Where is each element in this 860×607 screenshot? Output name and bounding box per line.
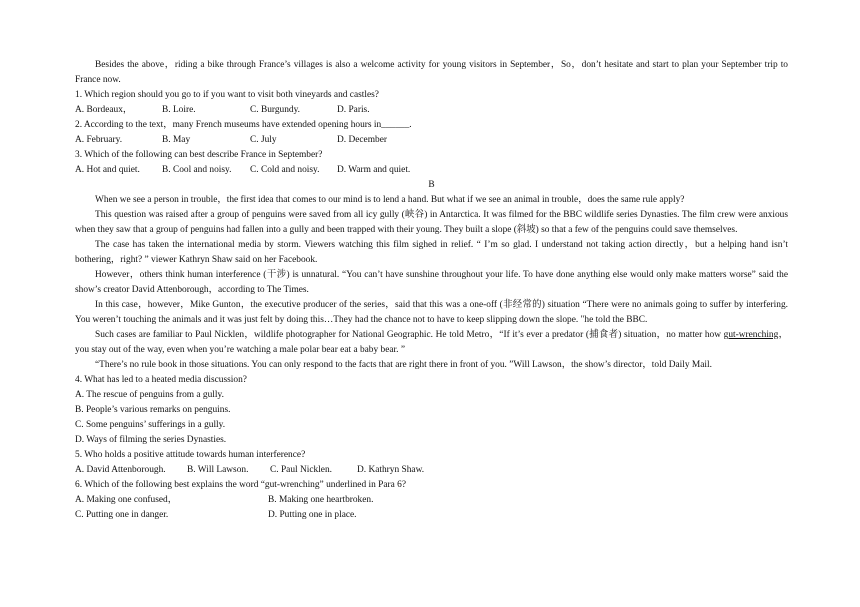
option: C. Some penguins’ sufferings in a gully. bbox=[75, 420, 226, 430]
option: D. December bbox=[337, 135, 387, 145]
passage-paragraph-1: When we see a person in trouble，the first idea that comes to our mind is to lend a hand. But what if we see an animal in trouble，does the same rule apply? bbox=[95, 195, 685, 205]
question-6: 6. Which of the following best explains the word “gut-wrenching” underlined in Para 6? bbox=[75, 480, 406, 490]
option: A. February. bbox=[75, 135, 123, 145]
option: A. The rescue of penguins from a gully. bbox=[75, 390, 224, 400]
passage-paragraph-3: The case has taken the international media by storm. Viewers watching this film sighed in relief. “ I’m so glad. I understand not taking action directly，but a helping hand isn’t bothering，right? ” viewer Kathryn Shaw said on her Facebook. bbox=[75, 240, 788, 265]
passage-paragraph-6 bbox=[75, 328, 788, 358]
question-6-options-row-1 bbox=[75, 493, 788, 508]
option: D. Putting one in place. bbox=[268, 510, 357, 520]
question-1-options bbox=[75, 103, 788, 118]
question-3: 3. Which of the following can best describe France in September? bbox=[75, 150, 323, 160]
option: C. Burgundy. bbox=[250, 105, 301, 115]
option: C. July bbox=[250, 135, 277, 145]
question-5-options bbox=[75, 463, 788, 478]
option: B. Making one heartbroken. bbox=[268, 495, 374, 505]
option: B. Loire. bbox=[162, 105, 196, 115]
option: A. Bordeaux， bbox=[75, 105, 133, 115]
section-b-heading: B bbox=[428, 180, 435, 190]
question-5: 5. Who holds a positive attitude towards human interference? bbox=[75, 450, 306, 460]
question-1: 1. Which region should you go to if you want to visit both vineyards and castles? bbox=[75, 90, 379, 100]
document-page bbox=[75, 58, 788, 523]
question-4: 4. What has led to a heated media discussion? bbox=[75, 375, 247, 385]
option: C. Cold and noisy. bbox=[250, 165, 320, 175]
intro-paragraph: Besides the above，riding a bike through France’s villages is also a welcome activity for young visitors in September，So，don’t hesitate and start to plan your September trip to France now. bbox=[75, 60, 788, 85]
option: C. Putting one in danger. bbox=[75, 510, 169, 520]
option: C. Paul Nicklen. bbox=[270, 465, 332, 475]
passage-paragraph-7: “There’s no rule book in those situations. You can only respond to the facts that are right there in front of you. ”Will Lawson，the show’s director，told Daily Mail. bbox=[95, 360, 712, 370]
option: B. Cool and noisy. bbox=[162, 165, 232, 175]
question-2: 2. According to the text，many French museums have extended opening hours in______. bbox=[75, 120, 412, 130]
passage-paragraph-2: This question was raised after a group of penguins were saved from all icy gully (峡谷) in Antarctica. It was filmed for the BBC wildlife series Dynasties. The film crew were anxious when they saw that a group of penguins had fallen into a gully and been trapped with their young. They built a slope (斜坡) so that a few of the penguins could save themselves. bbox=[75, 210, 788, 235]
option: D. Ways of filming the series Dynasties. bbox=[75, 435, 227, 445]
option: B. Will Lawson. bbox=[187, 465, 249, 475]
option: B. People’s various remarks on penguins. bbox=[75, 405, 231, 415]
option: D. Kathryn Shaw. bbox=[357, 465, 425, 475]
passage-paragraph-5: In this case，however，Mike Gunton，the executive producer of the series，said that this was a one-off (非经常的) situation “There were no animals going to suffer by interfering. You weren’t touching the animals and it was just felt by doing this…They had the chance not to have to keep slipping down the slope. "he told the BBC. bbox=[75, 300, 788, 325]
question-3-options bbox=[75, 163, 788, 178]
p6-text-before: Such cases are familiar to Paul Nicklen，wildlife photographer for National Geographic. He told Metro，“If it’s ever a predator (捕食者) situation，no matter how bbox=[95, 330, 724, 340]
question-2-options bbox=[75, 133, 788, 148]
p6-text-after: ，you stay out of the way, even when you’re watching a male polar bear eat a baby bear. ” bbox=[75, 330, 788, 355]
option: A. David Attenborough. bbox=[75, 465, 166, 475]
question-6-options-row-2 bbox=[75, 508, 788, 523]
option: A. Making one confused， bbox=[75, 495, 178, 505]
option: D. Paris. bbox=[337, 105, 370, 115]
option: B. May bbox=[162, 135, 191, 145]
option: A. Hot and quiet. bbox=[75, 165, 140, 175]
underlined-word: gut-wrenching bbox=[723, 330, 779, 340]
passage-paragraph-4: However，others think human interference (干涉) is unnatural. “You can’t have sunshine throughout your life. To have done anything else would only make matters worse” said the show’s creator David Attenborough，according to The Times. bbox=[75, 270, 788, 295]
option: D. Warm and quiet. bbox=[337, 165, 411, 175]
